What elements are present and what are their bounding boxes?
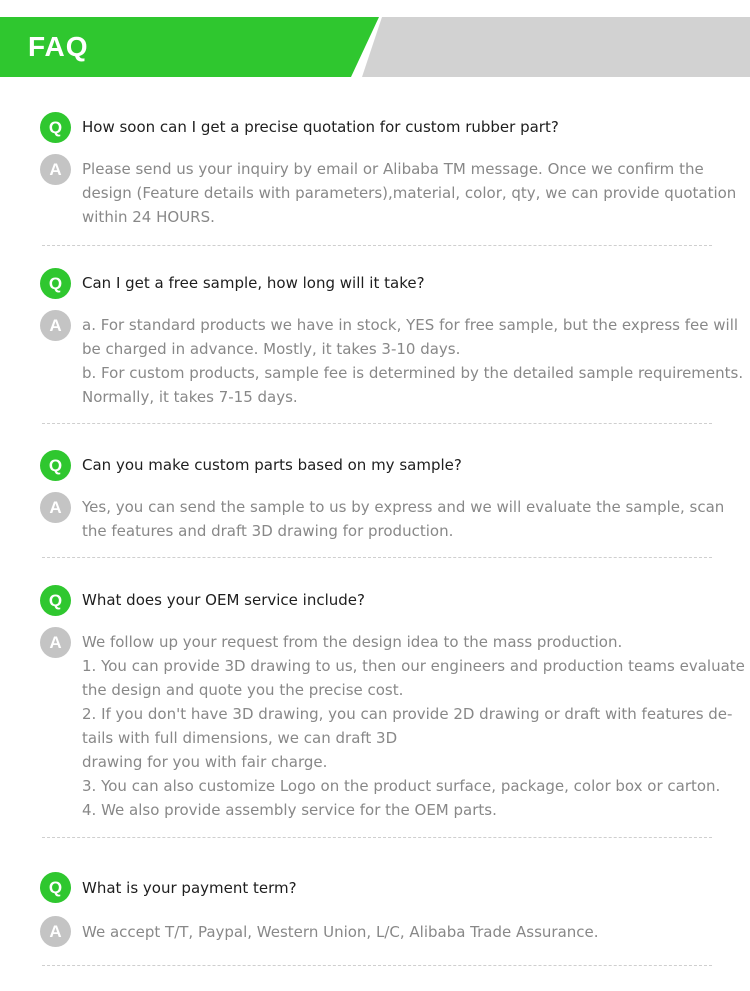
faq-banner [0,17,750,77]
answer-line: We follow up your request from the design idea to the mass production. [82,633,623,651]
dashed-divider [42,423,712,424]
question-text: Can you make custom parts based on my sample? [82,456,462,474]
question-badge-icon: Q [40,585,71,616]
answer-line: 1. You can provide 3D drawing to us, then our engineers and production teams evaluate [82,657,745,675]
answer-line: a. For standard products we have in stock, YES for free sample, but the express fee will [82,316,739,334]
dashed-divider [42,557,712,558]
question-text: How soon can I get a precise quotation for custom rubber part? [82,118,559,136]
answer-line: 4. We also provide assembly service for the OEM parts. [82,801,497,819]
answer-badge-icon: A [40,310,71,341]
answer-line: Please send us your inquiry by email or Alibaba TM message. Once we confirm the [82,160,704,178]
answer-line: design (Feature details with parameters),material, color, qty, we can provide quotation [82,184,737,202]
answer-text [82,630,745,822]
question-text: What is your payment term? [82,879,297,897]
question-badge-icon: Q [40,450,71,481]
answer-line: Normally, it takes 7-15 days. [82,388,298,406]
answer-text [82,313,744,409]
answer-line: the features and draft 3D drawing for production. [82,522,454,540]
page-title: FAQ [28,31,89,62]
answer-line: drawing for you with fair charge. [82,753,328,771]
question-text: What does your OEM service include? [82,591,365,609]
answer-badge-icon: A [40,492,71,523]
dashed-divider [42,245,712,246]
answer-line: 3. You can also customize Logo on the product surface, package, color box or carton. [82,777,721,795]
answer-line: Yes, you can send the sample to us by express and we will evaluate the sample, scan [82,498,725,516]
answer-line: We accept T/T, Paypal, Western Union, L/C, Alibaba Trade Assurance. [82,923,599,941]
answer-badge-icon: A [40,916,71,947]
answer-line: 2. If you don't have 3D drawing, you can provide 2D drawing or draft with features de- [82,705,733,723]
answer-badge-icon: A [40,627,71,658]
dashed-divider [42,965,712,966]
answer-text [82,157,737,229]
question-badge-icon: Q [40,872,71,903]
answer-line: be charged in advance. Mostly, it takes 3-10 days. [82,340,461,358]
question-badge-icon: Q [40,112,71,143]
question-text: Can I get a free sample, how long will it take? [82,274,425,292]
answer-line: b. For custom products, sample fee is determined by the detailed sample requirements. [82,364,744,382]
answer-text [82,920,722,944]
answer-text [82,495,725,543]
answer-line: the design and quote you the precise cost. [82,681,404,699]
question-badge-icon: Q [40,268,71,299]
answer-line: within 24 HOURS. [82,208,215,226]
answer-badge-icon: A [40,154,71,185]
dashed-divider [42,837,712,838]
answer-line: tails with full dimensions, we can draft 3D [82,729,398,747]
